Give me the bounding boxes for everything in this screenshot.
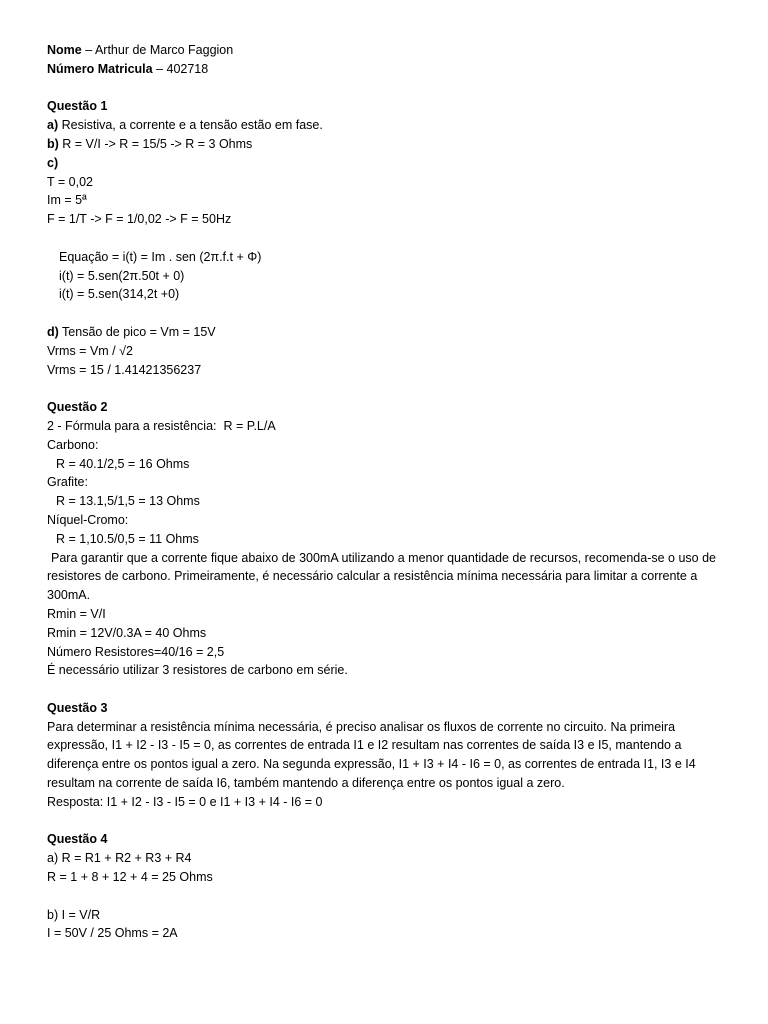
question-4-title: Questão 4: [47, 832, 108, 847]
q1-equation-line: i(t) = 5.sen(314,2t +0): [59, 287, 180, 302]
student-name-line: [47, 41, 727, 60]
question-3-title: Questão 3: [47, 700, 108, 715]
q2-line: Rmin = 12V/0.3A = 40 Ohms: [47, 625, 207, 640]
q1-d-label: d): [47, 324, 59, 339]
q1-d-line: Vrms = Vm / √2: [47, 343, 133, 358]
question-2-title: Questão 2: [47, 400, 108, 415]
q2-line: É necessário utilizar 3 resistores de carbono em série.: [47, 663, 348, 678]
q1-equation-line: Equação = i(t) = Im . sen (2π.f.t + Φ): [59, 249, 262, 264]
q1-d-text: Tensão de pico = Vm = 15V: [58, 324, 216, 339]
q4-a-line: R = 1 + 8 + 12 + 4 = 25 Ohms: [47, 870, 213, 885]
q1-c-line: F = 1/T -> F = 1/0,02 -> F = 50Hz: [47, 212, 232, 227]
q2-paragraph: Para garantir que a corrente fique abaixo de 300mA utilizando a menor quantidade de recursos, recomenda-se o uso de resistores de carbono. Primeiramente, é necessário calcular a resistência mínima necessária para limitar a corrente a 300mA.: [47, 550, 717, 603]
q1-item-a: [47, 116, 727, 135]
q1-item-d: [47, 323, 727, 342]
matricula-label: Número Matricula: [47, 61, 153, 76]
q1-c-line: T = 0,02: [47, 174, 93, 189]
question-1-title: Questão 1: [47, 99, 108, 114]
q1-d-line: Vrms = 15 / 1.41421356237: [47, 362, 202, 377]
matricula-value: – 402718: [152, 61, 209, 76]
q2-formula: 2 - Fórmula para a resistência: R = P.L/A: [47, 418, 276, 433]
name-value: – Arthur de Marco Faggion: [81, 43, 234, 57]
q1-b-text: R = V/I -> R = 15/5 -> R = 3 Ohms: [58, 136, 253, 151]
q2-carbono-calc: R = 40.1/2,5 = 16 Ohms: [56, 456, 190, 471]
q4-a-line: a) R = R1 + R2 + R3 + R4: [47, 851, 192, 866]
student-id-line: [47, 60, 727, 79]
document-page: [47, 41, 727, 943]
name-label: Nome: [47, 43, 82, 57]
q1-b-label: b): [47, 136, 59, 151]
q1-c-label: c): [47, 155, 59, 170]
q1-a-text: Resistiva, a corrente e a tensão estão em fase.: [58, 118, 323, 133]
q3-paragraph: Para determinar a resistência mínima necessária, é preciso analisar os fluxos de corrente no circuito. Na primeira expressão, I1 + I2 - I3 - I5 = 0, as correntes de entrada I1 e I2 resultam nas correntes de saída I3 e I5, mantendo a diferença entre os pontos igual a zero. Na segunda expressão, I1 + I3 + I4 - I6 = 0, as correntes de entrada I1, I3 e I4 resultam na corrente de saída I6, também mantendo a diferença entre os pontos igual a zero.: [47, 719, 696, 791]
q2-line: Rmin = V/I: [47, 606, 106, 621]
q2-carbono-label: Carbono:: [47, 437, 99, 452]
q1-c-line: Im = 5ª: [47, 193, 87, 208]
q2-grafite-calc: R = 13.1,5/1,5 = 13 Ohms: [56, 494, 200, 509]
q3-answer: Resposta: I1 + I2 - I3 - I5 = 0 e I1 + I3 + I4 - I6 = 0: [47, 794, 323, 809]
q2-line: Número Resistores=40/16 = 2,5: [47, 644, 225, 659]
q2-grafite-label: Grafite:: [47, 475, 88, 490]
q2-niquel-label: Níquel-Cromo:: [47, 512, 129, 527]
q1-equation-line: i(t) = 5.sen(2π.50t + 0): [59, 268, 185, 283]
q2-niquel-calc: R = 1,10.5/0,5 = 11 Ohms: [56, 531, 199, 546]
q1-item-b: [47, 135, 727, 154]
q4-b-line: b) I = V/R: [47, 907, 101, 922]
q4-b-line: I = 50V / 25 Ohms = 2A: [47, 926, 178, 941]
q1-a-label: a): [47, 118, 59, 133]
